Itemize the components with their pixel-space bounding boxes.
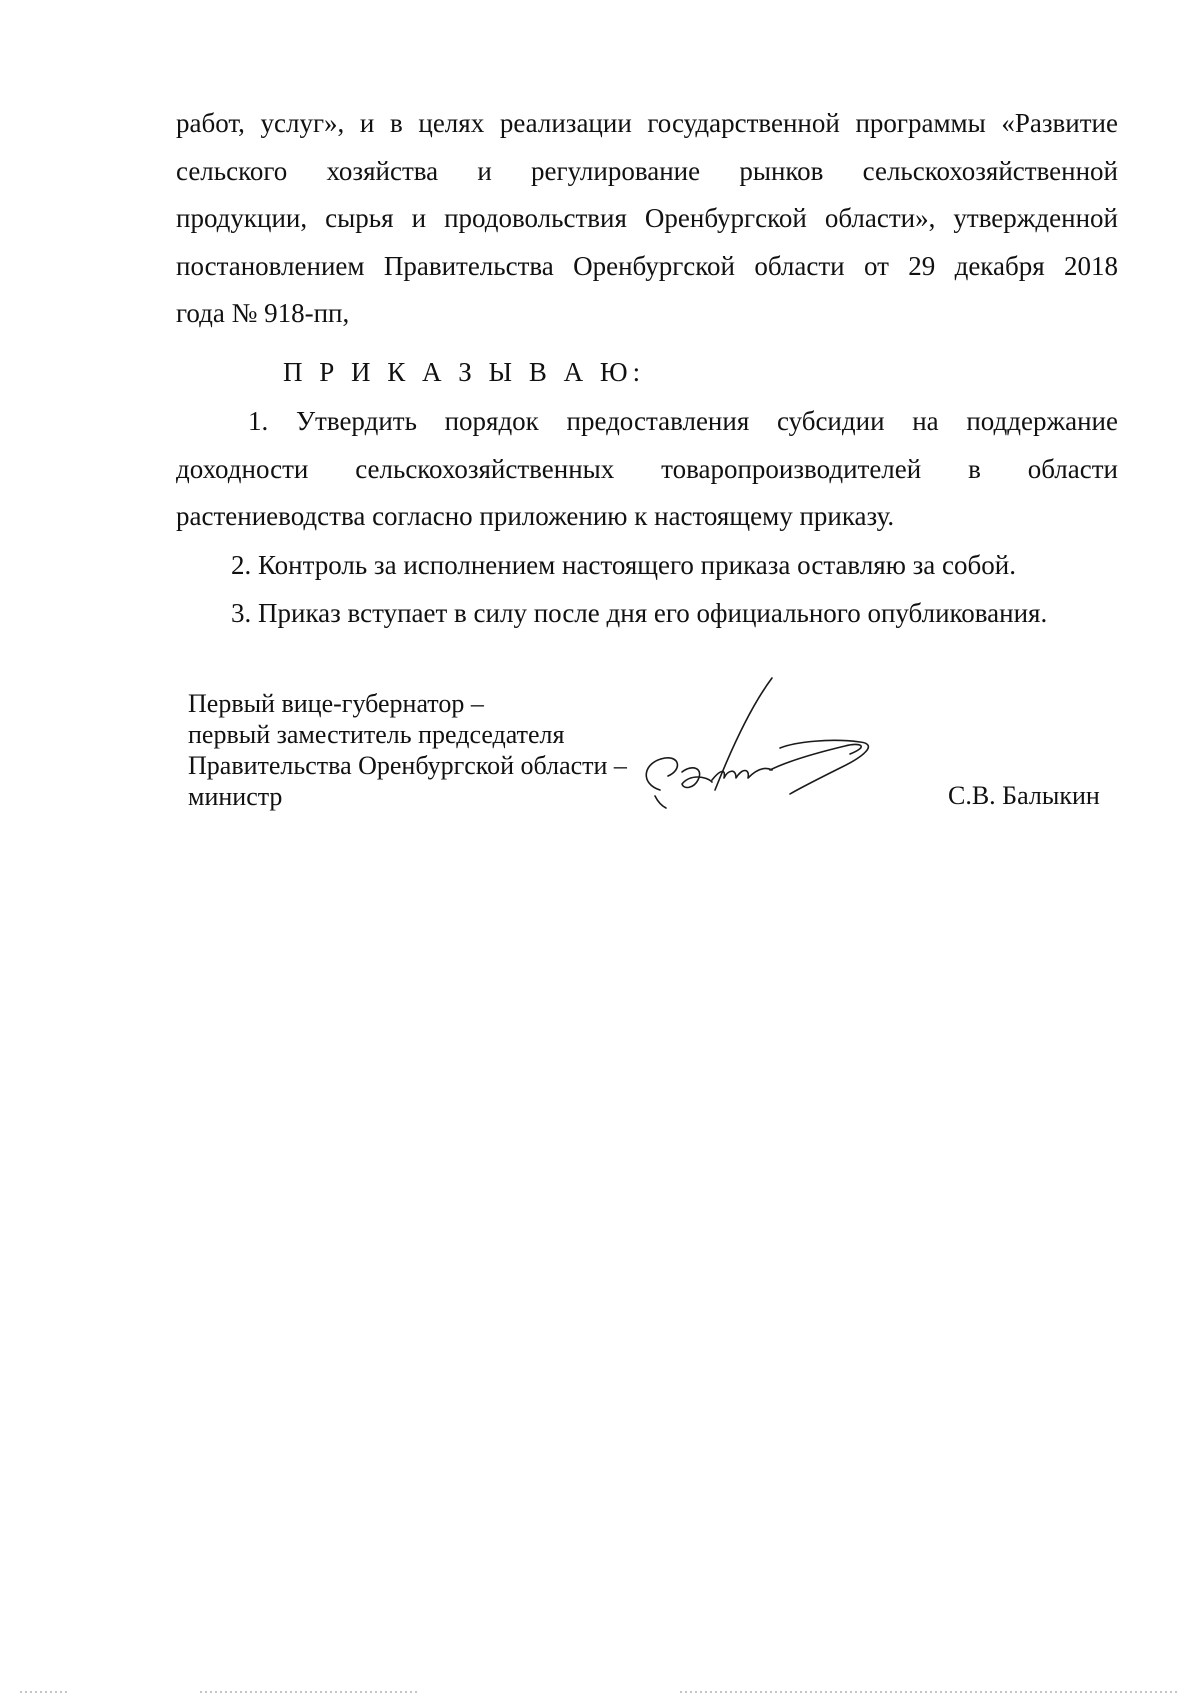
intro-line: постановлением Правительства Оренбургской области от 29 декабря 2018 <box>176 250 1118 281</box>
order-item-2 <box>231 542 1118 590</box>
handwritten-signature <box>620 672 920 822</box>
position-line: Правительства Оренбургской области – <box>188 751 627 780</box>
intro-line: продукции, сырья и продовольствия Оренбургской области», утвержденной <box>176 203 1118 233</box>
item-line: 3. Приказ вступает в силу после дня его официального опубликования. <box>231 598 1048 628</box>
item-line: 2. Контроль за исполнением настоящего приказа оставляю за собой. <box>231 550 1016 580</box>
order-item-1 <box>176 398 1118 541</box>
position-line: министр <box>188 782 283 811</box>
item-line: доходности сельскохозяйственных товаропроизводителей в области <box>176 453 1118 484</box>
intro-line: работ, услуг», и в целях реализации государственной программы «Развитие <box>176 108 1118 138</box>
position-line: первый заместитель председателя <box>188 720 565 749</box>
item-line: 1. Утвердить порядок предоставления субсидии на поддержание <box>248 406 1118 436</box>
item-line: растениеводства согласно приложению к настоящему приказу. <box>176 501 895 531</box>
intro-paragraph <box>176 100 1118 338</box>
intro-line: года № 918-пп, <box>176 298 350 328</box>
order-heading: П Р И К А З Ы В А Ю: <box>283 357 646 387</box>
signatory-name: С.В. Балыкин <box>948 781 1100 810</box>
scan-edge-artifact <box>0 1690 1200 1694</box>
position-line: Первый вице-губернатор – <box>188 689 484 718</box>
order-item-3 <box>231 590 1118 638</box>
signatory-position <box>188 688 627 812</box>
intro-line: сельского хозяйства и регулирование рынков сельскохозяйственной <box>176 155 1118 186</box>
